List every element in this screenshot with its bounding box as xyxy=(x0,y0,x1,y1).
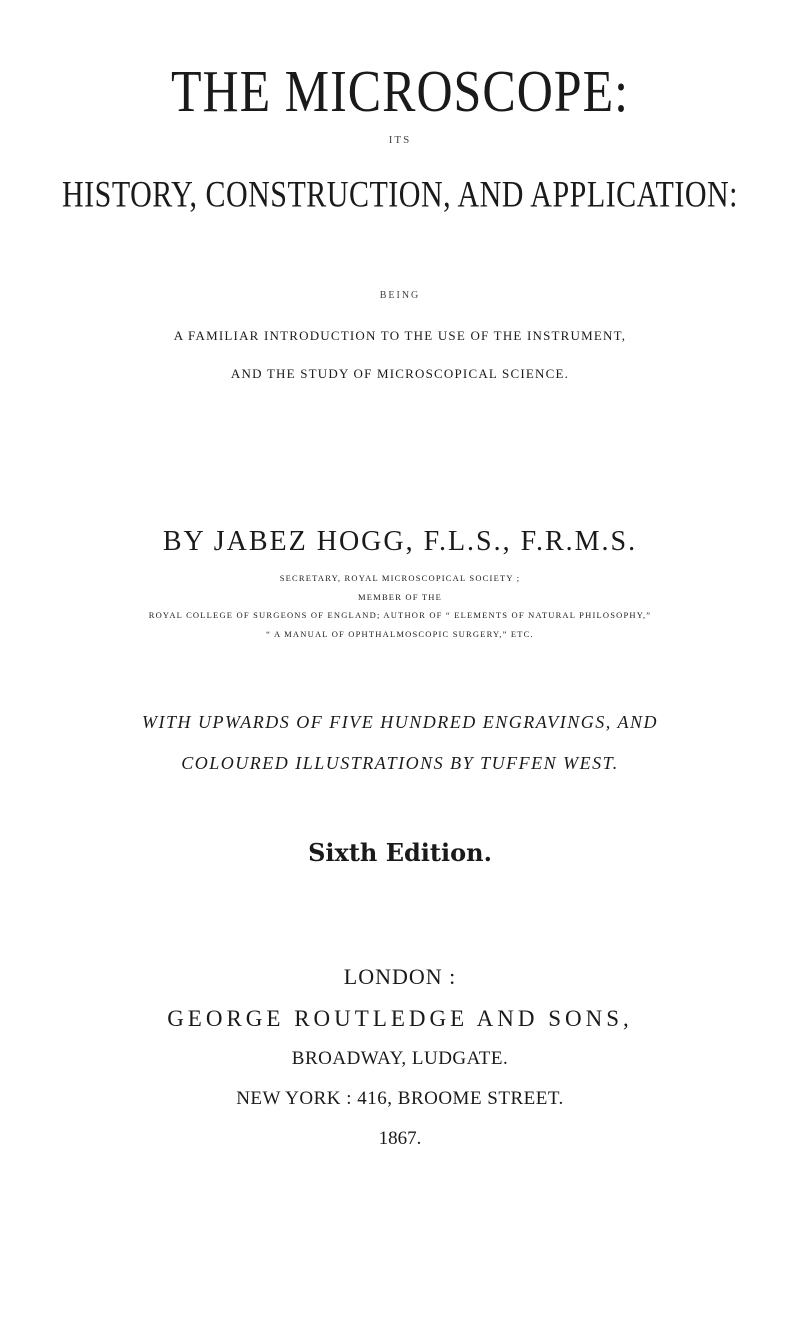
author-credential-2: MEMBER OF THE xyxy=(358,592,442,602)
description-line-2: AND THE STUDY OF MICROSCOPICAL SCIENCE. xyxy=(230,366,570,381)
imprint-address-2: NEW YORK : 416, BROOME STREET. xyxy=(236,1088,564,1109)
book-title: THE MICROSCOPE: xyxy=(170,57,630,125)
being-connector: BEING xyxy=(379,290,421,301)
engravings-line-2: COLOURED ILLUSTRATIONS BY TUFFEN WEST. xyxy=(181,753,619,773)
author-credential-3: ROYAL COLLEGE OF SURGEONS OF ENGLAND; AUTHOR OF “ ELEMENTS OF NATURAL PHILOSOPHY,” xyxy=(148,610,652,620)
imprint-publisher: GEORGE ROUTLEDGE AND SONS, xyxy=(167,1006,633,1031)
author-credential-4: “ A MANUAL OF OPHTHALMOSCOPIC SURGERY,” ETC. xyxy=(266,629,534,639)
book-subtitle: HISTORY, CONSTRUCTION, AND APPLICATION: xyxy=(62,173,738,215)
description-line-1: A FAMILIAR INTRODUCTION TO THE USE OF THE INSTRUMENT, xyxy=(173,328,627,343)
edition-statement: Sixth Edition. xyxy=(308,838,492,867)
author-line: BY JABEZ HOGG, F.L.S., F.R.M.S. xyxy=(162,526,638,557)
imprint-year: 1867. xyxy=(378,1128,422,1149)
imprint-address-1: BROADWAY, LUDGATE. xyxy=(291,1048,509,1069)
author-credential-1: SECRETARY, ROYAL MICROSCOPICAL SOCIETY ; xyxy=(279,573,521,583)
its-connector: ITS xyxy=(388,134,412,146)
imprint-city: LONDON : xyxy=(343,964,457,989)
engravings-line-1: WITH UPWARDS OF FIVE HUNDRED ENGRAVINGS, AND xyxy=(142,712,658,732)
